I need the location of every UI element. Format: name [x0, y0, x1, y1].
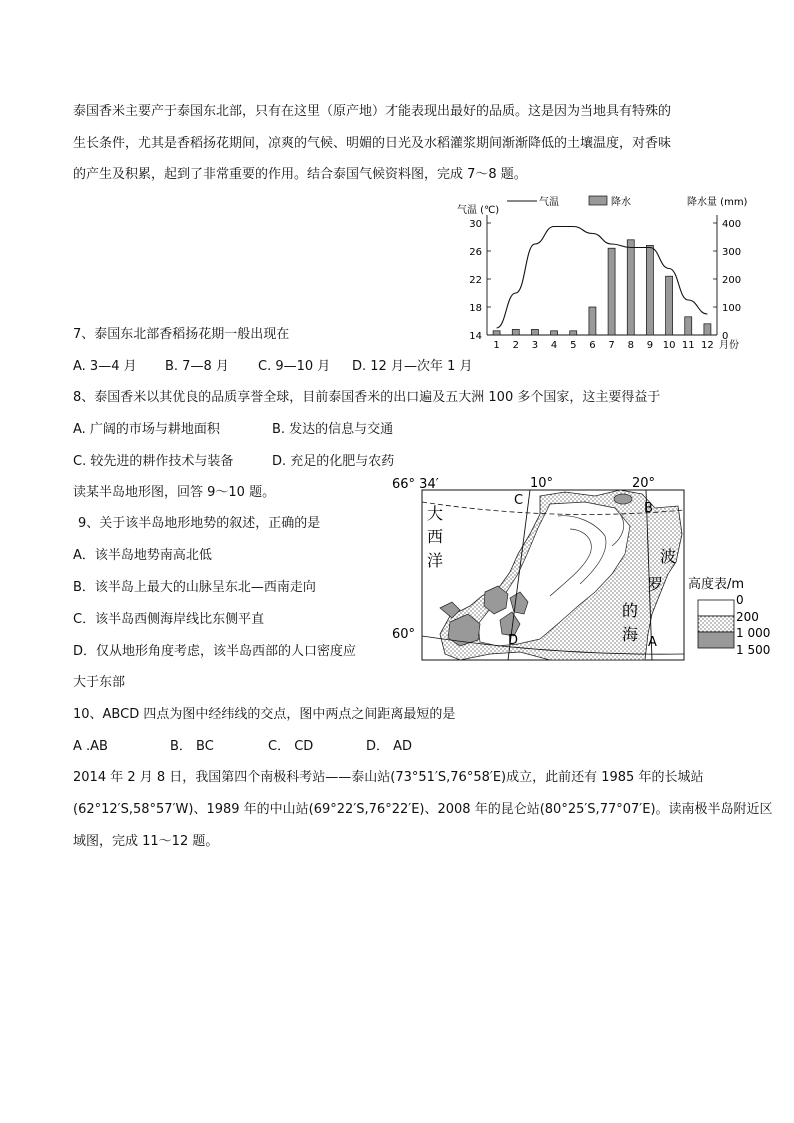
q7-option-a[interactable]: A. 3—4 月: [73, 359, 137, 374]
legend-title: 高度表/m: [688, 577, 745, 592]
peninsula-map: [390, 474, 785, 664]
precip-bar: [551, 331, 558, 335]
point-c-label: C: [514, 493, 524, 508]
lat-top-label: 66° 34′: [392, 477, 439, 492]
legend-level-0: 0: [736, 593, 744, 607]
precip-bar: [589, 307, 596, 335]
passage2-line1: 2014 年 2 月 8 日，我国第四个南极科考站——泰山站(73°51′S,76°58′E)成立，此前还有 1985 年的长城站: [73, 770, 704, 785]
x-tick-label: 11: [681, 340, 695, 351]
q9-option-d[interactable]: D．仅从地形角度考虑，该半岛西部的人口密度应: [73, 644, 357, 659]
legend-level-1500: 1 500: [736, 643, 771, 657]
q9-stem: 9、关于该半岛地形地势的叙述，正确的是: [78, 516, 321, 531]
q7-option-b[interactable]: B. 7—8 月: [165, 359, 229, 374]
q9-option-d-cont: 大于东部: [73, 675, 126, 690]
right-tick-label: 300: [722, 247, 742, 258]
legend-swatch-200-1000: [698, 616, 734, 632]
lat-bottom-label: 60°: [392, 627, 416, 642]
sea-char-1: 波: [660, 547, 677, 566]
precip-bar: [512, 329, 519, 335]
x-tick-label: 9: [646, 340, 654, 351]
lon-20-label: 20°: [632, 476, 656, 491]
legend-level-200: 200: [736, 610, 759, 624]
ocean-char-3: 洋: [427, 551, 444, 570]
ocean-char-2: 西: [427, 527, 444, 546]
q8-option-a[interactable]: A. 广阔的市场与耕地面积: [73, 422, 220, 437]
x-tick-label: 4: [550, 340, 558, 351]
right-tick-label: 100: [722, 303, 742, 314]
legend-swatch-0-200: [698, 600, 734, 616]
left-tick-label: 30: [469, 219, 482, 230]
q10-option-d[interactable]: D． AD: [366, 739, 413, 754]
passage1-line2: 生长条件，尤其是香稻扬花期间，凉爽的气候、明媚的日光及水稻灌浆期间渐渐降低的土壤温度，对香味: [73, 136, 672, 151]
left-tick-label: 26: [469, 247, 482, 258]
q10-option-c[interactable]: C． CD: [268, 739, 314, 754]
x-tick-label: 1: [493, 340, 500, 351]
precip-bar: [627, 240, 634, 335]
q8-option-c[interactable]: C. 较先进的耕作技术与装备: [73, 454, 234, 469]
left-tick-label: 14: [469, 331, 482, 342]
q7-stem: 7、泰国东北部香稻扬花期一般出现在: [73, 327, 290, 342]
legend-precip-swatch: [589, 196, 607, 205]
q9-option-c[interactable]: C．该半岛西侧海岸线比东侧平直: [73, 612, 265, 627]
precip-bar: [685, 317, 692, 335]
x-tick-label: 6: [589, 340, 596, 351]
sea-char-3: 的: [622, 601, 639, 620]
point-d-label: D: [508, 633, 519, 648]
legend-level-1000: 1 000: [736, 626, 771, 640]
x-tick-label: 3: [531, 340, 539, 351]
q10-option-b[interactable]: B． BC: [170, 739, 214, 754]
ocean-char-1: 大: [427, 504, 444, 523]
precip-bar: [646, 245, 653, 335]
temperature-line: [497, 227, 708, 329]
q8-option-d[interactable]: D. 充足的化肥与农药: [272, 454, 395, 469]
highland: [614, 494, 632, 504]
precip-bar: [704, 324, 711, 335]
q10-stem: 10、ABCD 四点为图中经纬线的交点，图中两点之间距离最短的是: [73, 707, 456, 722]
intro-9-10: 读某半岛地形图，回答 9～10 题。: [73, 485, 276, 500]
x-tick-label: 5: [570, 340, 577, 351]
x-tick-label: 10: [662, 340, 676, 351]
x-axis-title: 月份: [719, 340, 739, 351]
left-tick-label: 18: [469, 303, 482, 314]
q8-stem: 8、泰国香米以其优良的品质享誉全球，目前泰国香米的出口遍及五大洲 100 多个国家，这主要得益于: [73, 390, 661, 405]
right-axis-title: 降水量 (mm): [687, 197, 748, 208]
point-b-label: B: [644, 501, 653, 516]
precip-bar: [493, 331, 500, 335]
left-tick-label: 22: [469, 275, 482, 286]
q8-option-b[interactable]: B. 发达的信息与交通: [272, 422, 394, 437]
sea-char-2: 罗: [647, 575, 664, 594]
q7-option-d[interactable]: D. 12 月—次年 1 月: [352, 359, 473, 374]
q9-option-a[interactable]: A．该半岛地势南高北低: [73, 548, 212, 563]
legend-swatch-1000-1500: [698, 632, 734, 648]
q7-option-c[interactable]: C. 9—10 月: [258, 359, 331, 374]
right-tick-label: 200: [722, 275, 742, 286]
lon-10-label: 10°: [530, 476, 554, 491]
precip-bar: [608, 248, 615, 335]
right-tick-label: 400: [722, 219, 742, 230]
point-a-label: A: [648, 635, 657, 650]
x-tick-label: 8: [627, 340, 634, 351]
passage2-line3: 域图，完成 11～12 题。: [73, 834, 219, 849]
x-tick-label: 2: [512, 340, 519, 351]
x-tick-label: 12: [701, 340, 714, 351]
right-tick-label: 0: [722, 331, 729, 342]
x-tick-label: 7: [608, 340, 615, 351]
legend-temp-label: 气温: [539, 197, 559, 208]
left-axis-title: 气温 (℃): [457, 205, 500, 216]
climate-chart: [455, 193, 755, 353]
passage1-line3: 的产生及积累，起到了非常重要的作用。结合泰国气候资料图，完成 7～8 题。: [73, 167, 527, 182]
legend-precip-label: 降水: [611, 197, 631, 208]
precip-bar: [570, 331, 577, 335]
sea-char-4: 海: [622, 625, 639, 644]
precip-bar: [666, 276, 673, 335]
passage2-line2: (62°12′S,58°57′W)、1989 年的中山站(69°22′S,76°22′E)、2008 年的昆仑站(80°25′S,77°07′E)。读南极半岛附近区: [73, 802, 773, 817]
q9-option-b[interactable]: B．该半岛上最大的山脉呈东北—西南走向: [73, 580, 316, 595]
passage1-line1: 泰国香米主要产于泰国东北部，只有在这里（原产地）才能表现出最好的品质。这是因为当地具有特殊的: [73, 104, 672, 119]
q10-option-a[interactable]: A .AB: [73, 739, 108, 754]
precip-bar: [531, 329, 538, 335]
